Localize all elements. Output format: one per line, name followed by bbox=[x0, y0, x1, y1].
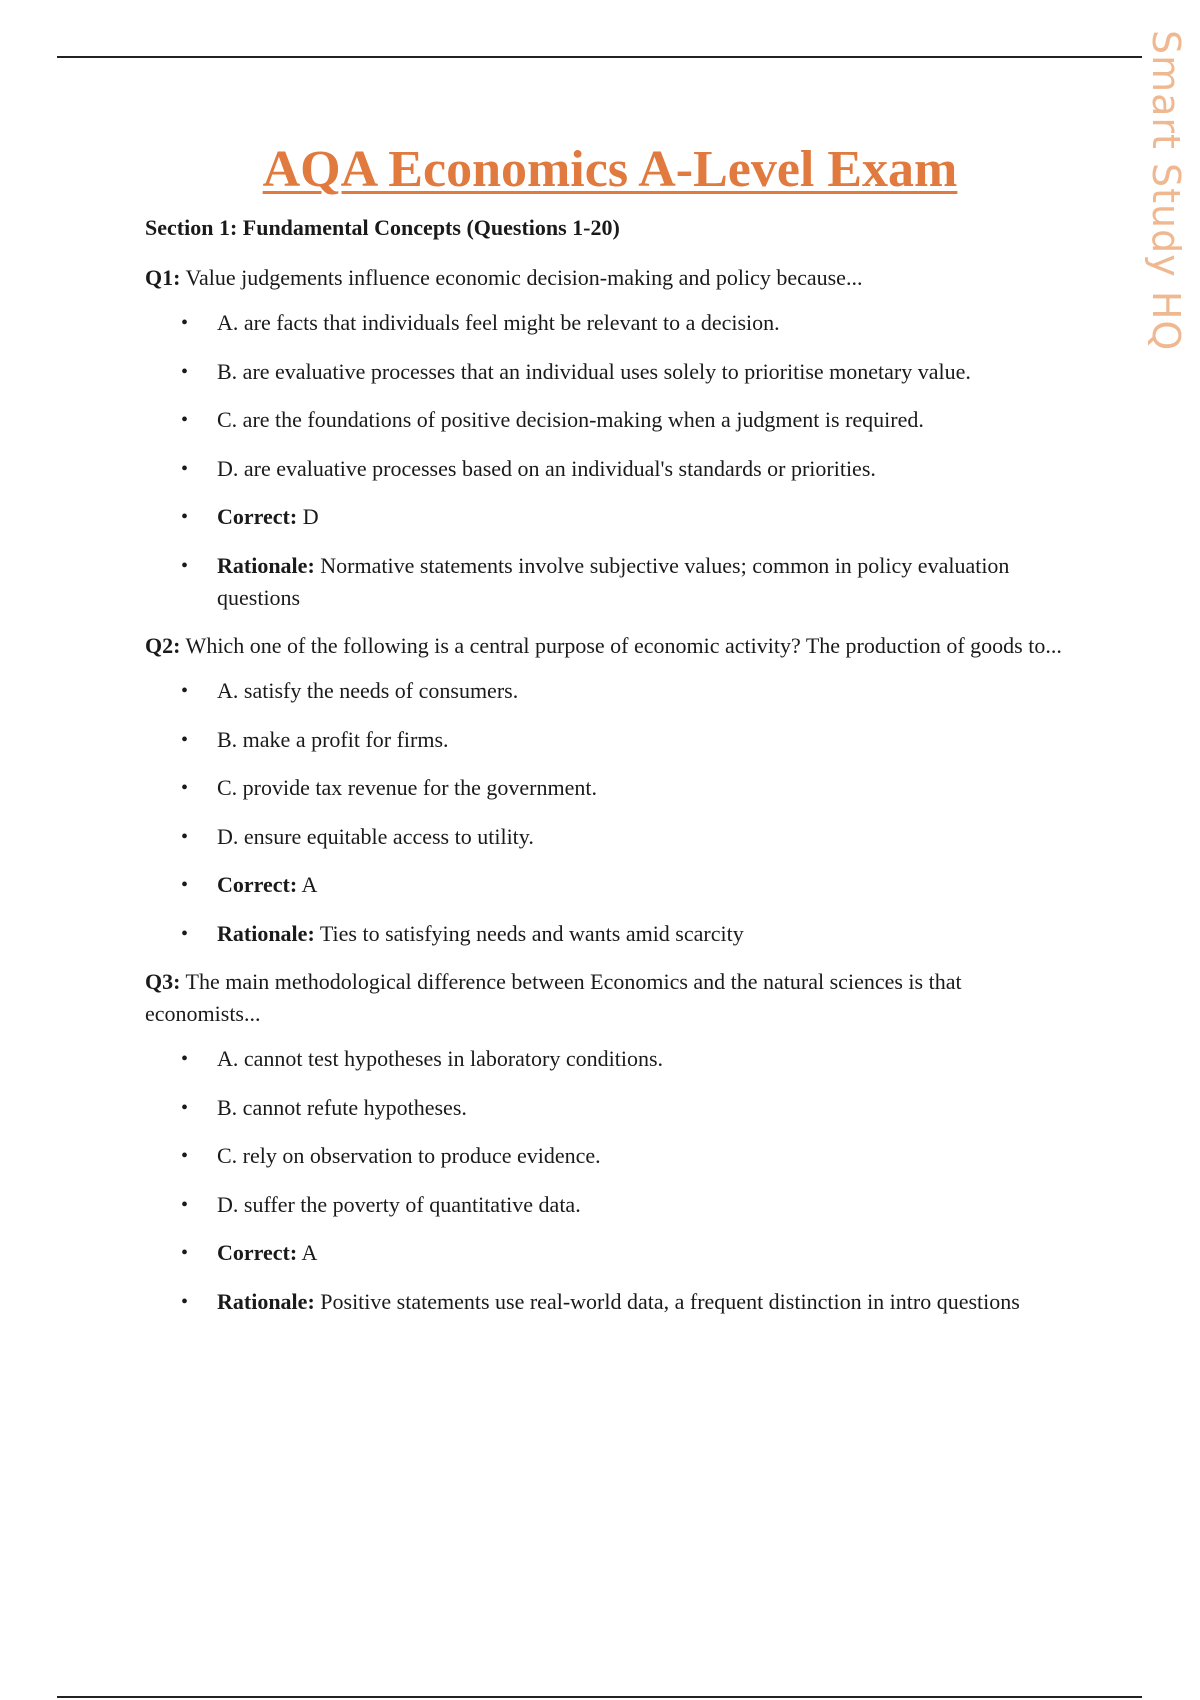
question-2-label: Q2: bbox=[145, 633, 181, 658]
document-body bbox=[145, 140, 1075, 1334]
question-3-text: The main methodological difference between Economics and the natural sciences is that economists... bbox=[145, 969, 962, 1026]
list-item bbox=[145, 356, 1075, 388]
list-item bbox=[145, 1189, 1075, 1221]
page-title: AQA Economics A-Level Exam bbox=[262, 141, 958, 198]
rationale-label: Rationale: bbox=[217, 920, 315, 946]
question-1 bbox=[145, 262, 1075, 294]
option-a: A. cannot test hypotheses in laboratory conditions. bbox=[217, 1046, 664, 1071]
option-b: B. are evaluative processes that an individual uses solely to prioritise monetary value. bbox=[217, 358, 971, 384]
rationale bbox=[145, 918, 1075, 950]
list-item bbox=[145, 453, 1075, 485]
bullet-icon: • bbox=[181, 825, 189, 848]
question-2-text: Which one of the following is a central purpose of economic activity? The production of goods to... bbox=[180, 633, 1062, 658]
bullet-icon: • bbox=[181, 409, 189, 431]
option-d: D. are evaluative processes based on an individual's standards or priorities. bbox=[217, 455, 876, 481]
option-a: A. satisfy the needs of consumers. bbox=[217, 678, 519, 703]
question-3-options bbox=[145, 1043, 1075, 1318]
rationale-text: Ties to satisfying needs and wants amid scarcity bbox=[314, 920, 744, 946]
correct-value: A bbox=[297, 872, 318, 897]
rationale bbox=[145, 1286, 1075, 1318]
correct-value: D bbox=[297, 504, 319, 529]
option-c: C. are the foundations of positive decision-making when a judgment is required. bbox=[217, 407, 924, 432]
bullet-icon: • bbox=[181, 728, 189, 751]
question-2 bbox=[145, 630, 1075, 662]
option-b: B. make a profit for firms. bbox=[217, 726, 449, 752]
question-3 bbox=[145, 966, 1075, 1030]
bullet-icon: • bbox=[181, 680, 189, 702]
bullet-icon: • bbox=[181, 777, 189, 799]
list-item bbox=[145, 724, 1075, 756]
correct-answer bbox=[145, 501, 1075, 533]
rationale bbox=[145, 550, 1075, 614]
correct-answer bbox=[145, 1237, 1075, 1269]
list-item bbox=[145, 772, 1075, 804]
option-d: D. suffer the poverty of quantitative data. bbox=[217, 1191, 581, 1217]
list-item bbox=[145, 307, 1075, 339]
list-item bbox=[145, 821, 1075, 853]
option-c: C. provide tax revenue for the government. bbox=[217, 775, 597, 800]
question-2-options bbox=[145, 675, 1075, 950]
bullet-icon: • bbox=[181, 1290, 189, 1313]
correct-value: A bbox=[297, 1240, 318, 1265]
bullet-icon: • bbox=[181, 922, 189, 945]
question-1-options bbox=[145, 307, 1075, 614]
bullet-icon: • bbox=[181, 1242, 189, 1264]
correct-label: Correct: bbox=[217, 504, 298, 529]
rationale-label: Rationale: bbox=[217, 552, 315, 578]
section-heading: Section 1: Fundamental Concepts (Questions 1-20) bbox=[145, 215, 620, 240]
list-item bbox=[145, 1043, 1075, 1075]
bullet-icon: • bbox=[181, 457, 189, 480]
bullet-icon: • bbox=[181, 1048, 189, 1070]
option-a: A. are facts that individuals feel might be relevant to a decision. bbox=[217, 310, 780, 335]
question-1-label: Q1: bbox=[145, 265, 181, 290]
option-c: C. rely on observation to produce evidence. bbox=[217, 1143, 601, 1168]
correct-label: Correct: bbox=[217, 872, 298, 897]
list-item bbox=[145, 1140, 1075, 1172]
option-b: B. cannot refute hypotheses. bbox=[217, 1094, 467, 1120]
bullet-icon: • bbox=[181, 1193, 189, 1216]
bullet-icon: • bbox=[181, 1096, 189, 1119]
option-d: D. ensure equitable access to utility. bbox=[217, 823, 534, 849]
list-item bbox=[145, 404, 1075, 436]
bullet-icon: • bbox=[181, 874, 189, 896]
bullet-icon: • bbox=[181, 360, 189, 383]
watermark: Smart Study HQ bbox=[1144, 30, 1188, 352]
list-item bbox=[145, 675, 1075, 707]
rationale-text: Positive statements use real-world data, a frequent distinction in intro questions bbox=[314, 1288, 1020, 1314]
list-item bbox=[145, 1092, 1075, 1124]
bullet-icon: • bbox=[181, 1145, 189, 1167]
rationale-text: Normative statements involve subjective values; common in policy evaluation questions bbox=[217, 552, 1010, 610]
correct-answer bbox=[145, 869, 1075, 901]
question-1-text: Value judgements influence economic decision-making and policy because... bbox=[180, 265, 863, 290]
bullet-icon: • bbox=[181, 312, 189, 334]
bottom-rule bbox=[57, 1696, 1142, 1698]
rationale-label: Rationale: bbox=[217, 1288, 315, 1314]
top-rule bbox=[57, 56, 1142, 58]
question-3-label: Q3: bbox=[145, 969, 181, 994]
bullet-icon: • bbox=[181, 554, 189, 577]
correct-label: Correct: bbox=[217, 1240, 298, 1265]
bullet-icon: • bbox=[181, 506, 189, 528]
